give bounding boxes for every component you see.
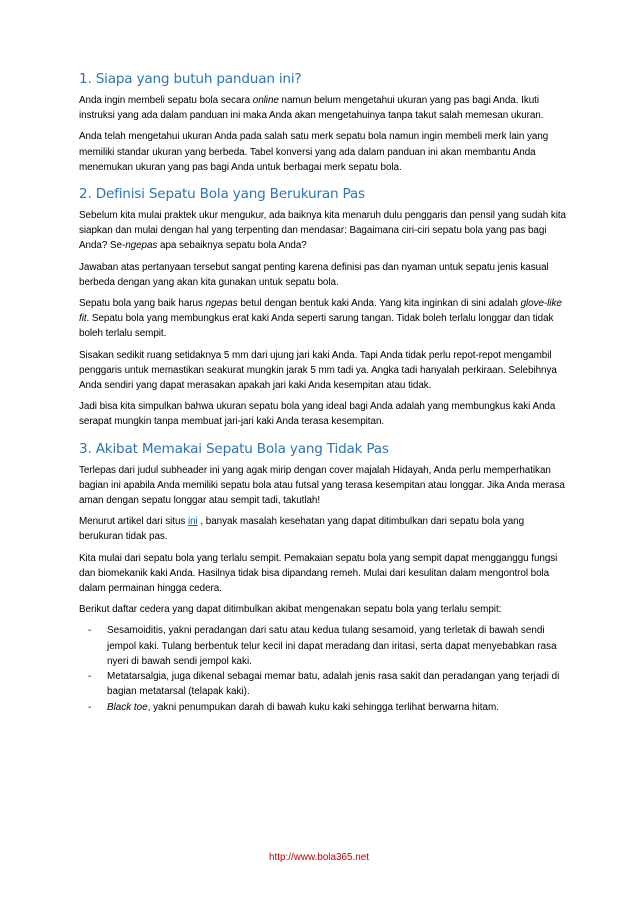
footer-url: http://www.bola365.net <box>269 852 369 863</box>
section-3-paragraph-3: Kita mulai dari sepatu bola yang terlalu sempit. Pemakaian sepatu bola yang sempit dapat mengganggu fungsi dan biomekanik kaki Anda. Hasilnya tidak bisa dipandang remeh. Mulai dari kesulitan dalam mengontrol bola dalam permainan hingga cedera. <box>79 552 558 595</box>
section-2-paragraph-3 <box>79 296 567 342</box>
section-2-paragraph-5: Jadi bisa kita simpulkan bahwa ukuran sepatu bola yang ideal bagi Anda adalah yang membungkus kaki Anda serapat mungkin tanpa membuat jari-jari kaki Anda terasa kesempitan. <box>79 401 556 428</box>
text-run: Sebelum kita mulai praktek ukur mengukur, ada baiknya kita menaruh dulu penggaris dan pensil yang sudah kita siapkan dan mulai dengan hal yang terpenting dan mendasar: Bagaimana ciri-ciri sepatu bola yang pas bagi Anda? Se- <box>79 210 567 252</box>
text-run: Metatarsalgia, juga dikenal sebagai memar batu, adalah jenis rasa sakit dan peradangan yang terjadi di bagian metatarsal (telapak kaki). <box>107 671 560 698</box>
italic-text: glove-like fit <box>79 298 562 325</box>
text-run: Menurut artikel dari situs <box>79 516 188 528</box>
section-1-paragraph-2: Anda telah mengetahui ukuran Anda pada salah satu merk sepatu bola namun ingin membeli merk lain yang memiliki standar ukuran yang berbeda. Tabel konversi yang ada dalam panduan ini akan membantu Anda menemukan ukuran yang pas bagi Anda untuk berbagai merk sepatu bola. <box>79 131 549 173</box>
section-3-paragraph-4: Berikut daftar cedera yang dapat ditimbulkan akibat mengenakan sepatu bola yang terlalu sempit: <box>79 604 502 616</box>
section-1-paragraph-1 <box>79 93 567 123</box>
section-2-paragraph-2: Jawaban atas pertanyaan tersebut sangat penting karena definisi pas dan nyaman untuk sepatu jenis kasual berbeda dengan yang akan kita gunakan untuk sepatu bola. <box>79 261 549 288</box>
italic-text: Black toe <box>107 701 148 713</box>
italic-text: ngepas <box>125 240 158 252</box>
section-3-paragraph-2 <box>79 514 567 544</box>
section-3-heading: 3. Akibat Memakai Sepatu Bola yang Tidak Pas <box>79 440 389 457</box>
text-run: , banyak masalah kesehatan yang dapat ditimbulkan dari sepatu bola yang berukuran tidak pas. <box>79 516 525 543</box>
section-1-heading: 1. Siapa yang butuh panduan ini? <box>79 71 302 87</box>
italic-text: ngepas <box>205 298 238 310</box>
dash-bullet: - <box>88 625 92 637</box>
italic-text: online <box>252 95 279 106</box>
list-item <box>79 623 567 669</box>
text-run: Sesamoiditis, yakni peradangan dari satu atau kedua tulang sesamoid, yang terletak di bawah sendi jempol kaki. Tulang berbentuk telur kecil ini dapat meradang dan iritasi, serta dapat menyebabkan rasa nyeri di bawah sendi jempol kaki. <box>107 625 557 667</box>
document-page <box>79 70 567 715</box>
dash-bullet: - <box>88 701 92 713</box>
dash-bullet: - <box>88 671 92 683</box>
text-run: , yakni penumpukan darah di bawah kuku kaki sehingga terlihat berwarna hitam. <box>147 701 499 713</box>
text-run: Anda ingin membeli sepatu bola secara <box>79 95 253 106</box>
section-2-paragraph-4: Sisakan sedikit ruang setidaknya 5 mm dari ujung jari kaki Anda. Tapi Anda tidak perlu repot-repot mengambil penggaris untuk memastikan seakurat mungkin jarak 5 mm tadi ya. Angka tadi hanyalah perkiraan. Selebihnya Anda sendiri yang dapat merasakan apakah jari kaki Anda kesempitan atau tidak. <box>79 349 557 392</box>
section-3-paragraph-1: Terlepas dari judul subheader ini yang agak mirip dengan cover majalah Hidayah, Anda perlu memperhatikan bagian ini apabila Anda memiliki sepatu bola atau futsal yang terasa kesempitan atau longgar. Jika Anda merasa aman dengan sepatu longgar atau sempit tadi, takutlah! <box>79 464 565 507</box>
source-link[interactable]: ini <box>187 516 198 528</box>
text-run: Sepatu bola yang baik harus <box>79 298 206 310</box>
text-run: . Sepatu bola yang membungkus erat kaki Anda seperti sarung tangan. Tidak boleh terlalu longgar dan tidak boleh terlalu sempit. <box>79 313 554 340</box>
text-run: namun belum mengetahui ukuran yang pas bagi Anda. Ikuti instruksi yang ada dalam panduan ini maka Anda akan mengetahuinya tanpa takut salah memesan ukuran. <box>79 95 544 122</box>
list-item <box>79 700 567 715</box>
section-2-paragraph-1 <box>79 208 567 254</box>
injury-list <box>79 623 567 714</box>
text-run: betul dengan bentuk kaki Anda. Yang kita inginkan di sini adalah <box>237 298 521 310</box>
section-2-heading: 2. Definisi Sepatu Bola yang Berukuran Pas <box>79 186 365 203</box>
text-run: apa sebaiknya sepatu bola Anda? <box>157 240 307 252</box>
list-item <box>79 669 567 699</box>
footer <box>0 852 638 863</box>
